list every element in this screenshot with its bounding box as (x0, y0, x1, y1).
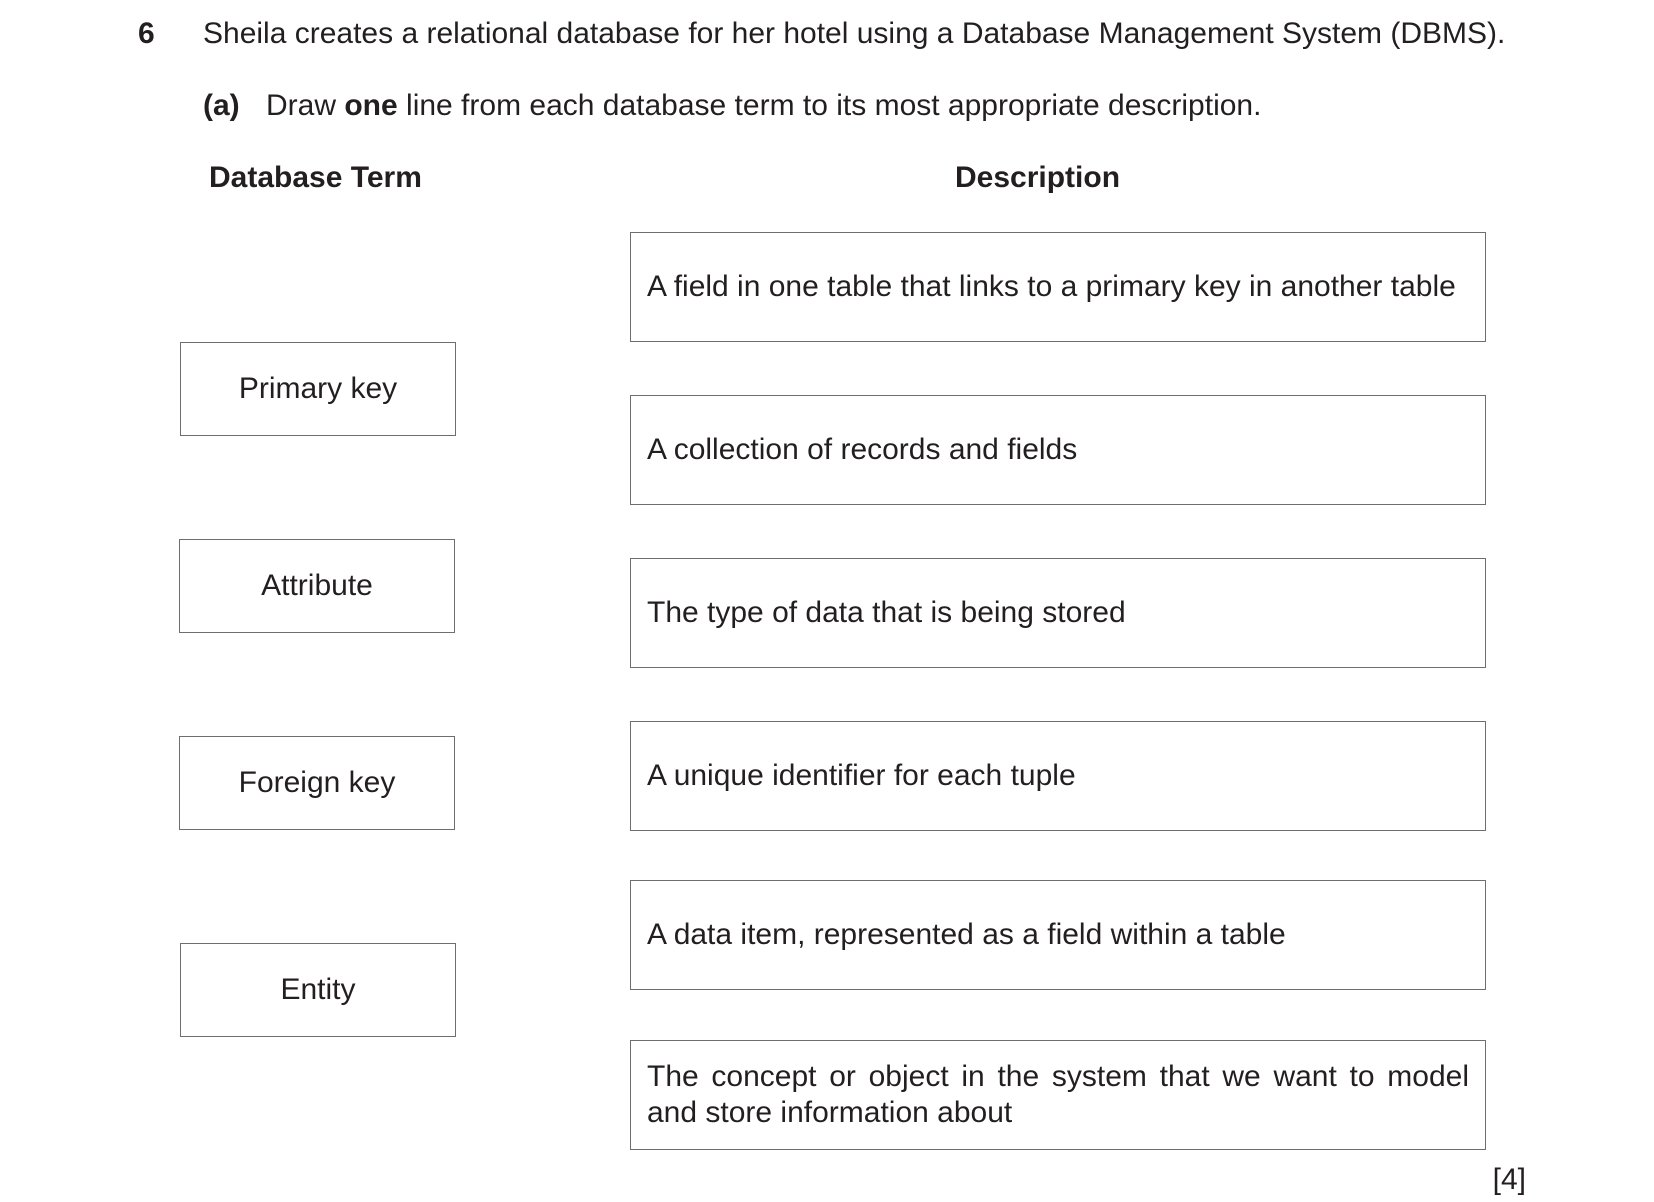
term-box-primary-key[interactable] (180, 342, 456, 436)
description-box-1[interactable] (630, 232, 1486, 342)
description-text: The concept or object in the system that we want to model and store information about (647, 1060, 1469, 1129)
instruction-emphasis: one (344, 89, 398, 122)
term-label: Foreign key (238, 766, 396, 799)
question-number: 6 (138, 17, 155, 50)
description-box-5[interactable] (630, 880, 1486, 990)
description-box-6[interactable] (630, 1040, 1486, 1150)
description-heading: Description (955, 161, 1121, 194)
part-label: (a) (203, 89, 240, 122)
term-label: Attribute (261, 569, 373, 602)
description-text: A unique identifier for each tuple (647, 759, 1076, 792)
term-box-attribute[interactable] (179, 539, 455, 633)
description-box-4[interactable] (630, 721, 1486, 831)
term-box-foreign-key[interactable] (179, 736, 455, 830)
instruction-text-start: Draw (266, 89, 345, 122)
description-text: The type of data that is being stored (647, 596, 1126, 629)
term-box-entity[interactable] (180, 943, 456, 1037)
term-label: Primary key (238, 372, 398, 405)
question-stem: Sheila creates a relational database for her hotel using a Database Management System (DBMS). (203, 17, 1506, 50)
description-text: A collection of records and fields (647, 433, 1078, 466)
description-box-3[interactable] (630, 558, 1486, 668)
marks-indicator: [4] (1492, 1163, 1526, 1196)
description-text: A field in one table that links to a primary key in another table (647, 270, 1456, 303)
description-text: A data item, represented as a field within a table (647, 918, 1286, 951)
description-box-2[interactable] (630, 395, 1486, 505)
term-label: Entity (280, 973, 356, 1006)
part-instruction (266, 86, 1261, 126)
database-term-heading: Database Term (209, 161, 422, 194)
instruction-text-end: line from each database term to its most appropriate description. (397, 89, 1262, 122)
